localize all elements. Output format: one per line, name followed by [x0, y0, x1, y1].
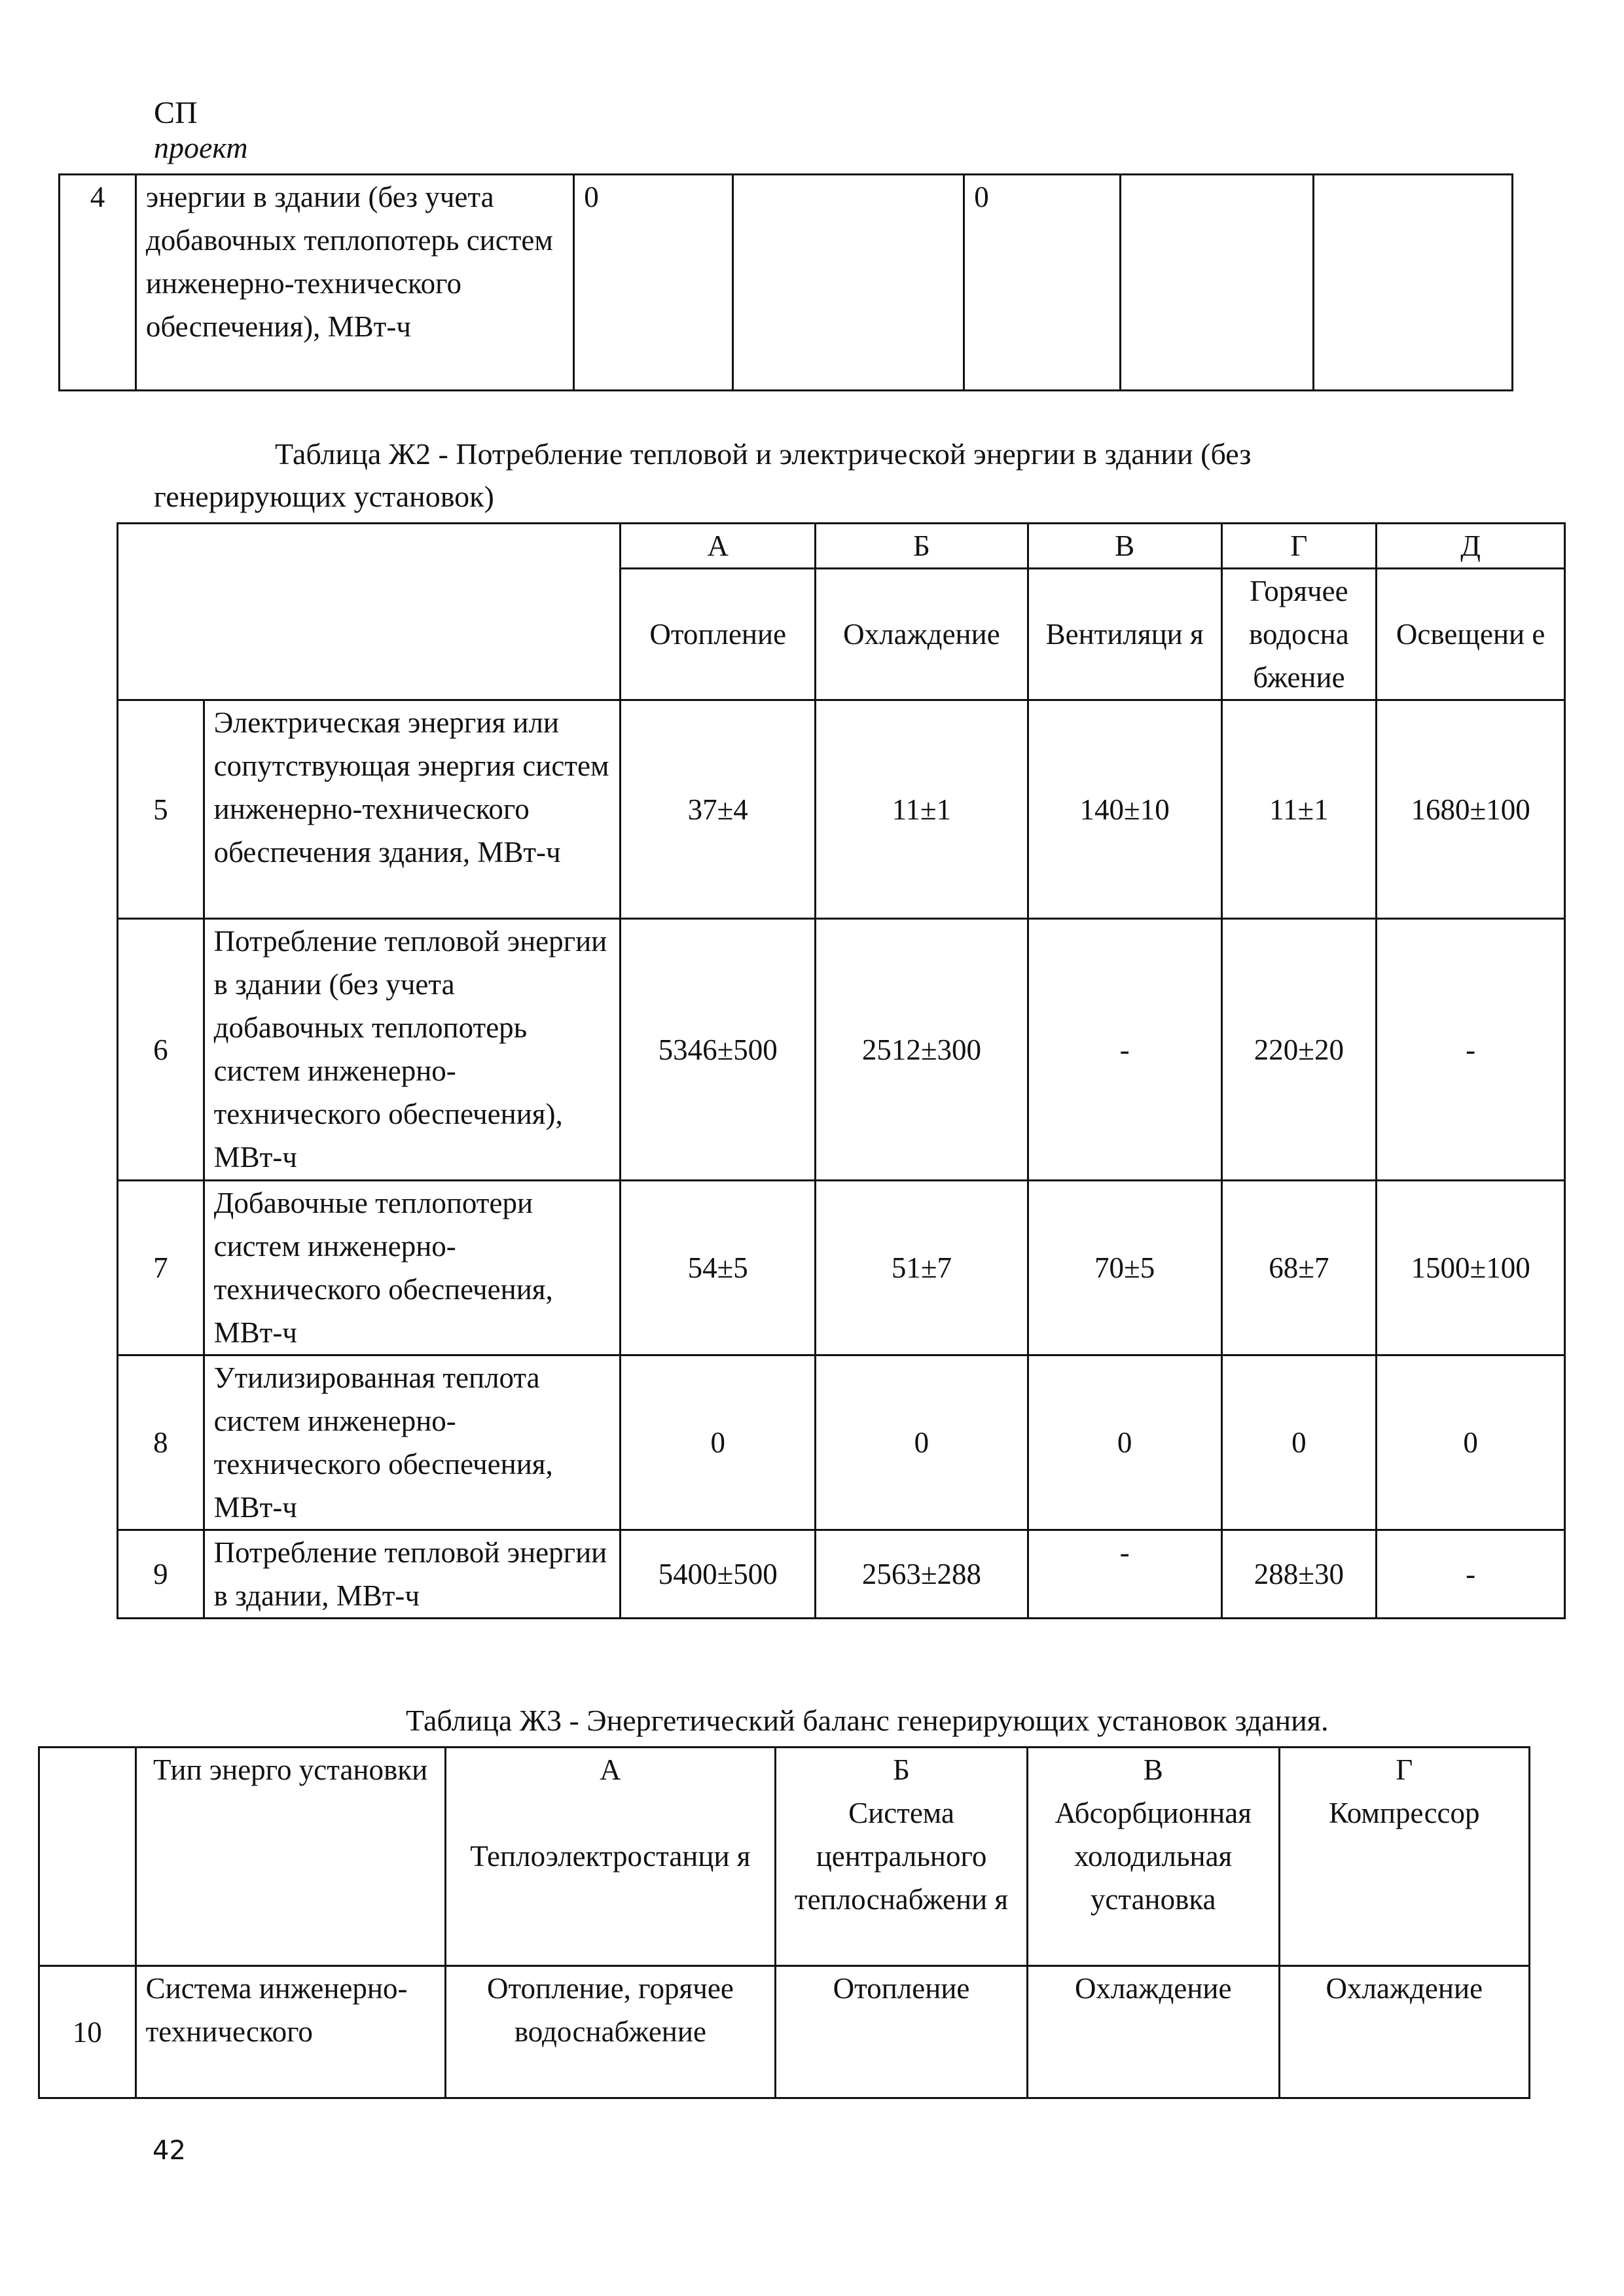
table-header-row: [118, 524, 1565, 569]
cell-value: -: [1377, 919, 1565, 1181]
column-letter: В: [1143, 1753, 1163, 1786]
column-name: Теплоэлектростанци я: [470, 1840, 751, 1873]
column-name: Отопление: [621, 569, 816, 700]
row-description: Утилизированная теплота систем инженерно-технического обеспечения, МВт-ч: [204, 1355, 621, 1530]
cell-value: 1500±100: [1377, 1181, 1565, 1355]
row-number: 7: [118, 1181, 204, 1355]
column-name: Компрессор: [1329, 1797, 1480, 1829]
cell-value: -: [1028, 919, 1221, 1181]
column-name: Охлаждение: [816, 569, 1028, 700]
table2-caption-line1: Таблица Ж2 - Потребление тепловой и электрической энергии в здании (без: [275, 437, 1252, 471]
cell-value: [732, 175, 964, 391]
table-row: [118, 1181, 1565, 1355]
cell-value: Отопление: [776, 1966, 1028, 2098]
table-row: [118, 1530, 1565, 1619]
row-description: Система инженерно-технического: [135, 1966, 445, 2098]
cell-value: 70±5: [1028, 1181, 1221, 1355]
cell-value: 5400±500: [621, 1530, 816, 1619]
row-description: Потребление тепловой энергии в здании, МВт-ч: [204, 1530, 621, 1619]
table-zh3: [38, 1746, 1530, 2099]
cell-value: 11±1: [1221, 700, 1377, 919]
row-number: 5: [118, 700, 204, 919]
column-header: [1279, 1748, 1529, 1966]
cell-value: 0: [1377, 1355, 1565, 1530]
cell-value: 51±7: [816, 1181, 1028, 1355]
table-row: [118, 919, 1565, 1181]
row-number: 6: [118, 919, 204, 1181]
cell-value: Отопление, горячее водоснабжение: [445, 1966, 776, 2098]
table-header-empty: [39, 1748, 136, 1966]
type-label: Тип энерго установки: [135, 1748, 445, 1966]
column-header: [445, 1748, 776, 1966]
cell-value: Охлаждение: [1279, 1966, 1529, 2098]
table-row: [39, 1966, 1530, 2098]
column-letter: Д: [1377, 524, 1565, 569]
row-number: 8: [118, 1355, 204, 1530]
column-letter: А: [621, 524, 816, 569]
cell-value: -: [1028, 1530, 1221, 1619]
column-letter: В: [1028, 524, 1221, 569]
column-name: Горячее водосна бжение: [1221, 569, 1377, 700]
column-letter: Г: [1396, 1753, 1413, 1786]
header-subtitle: проект: [154, 131, 248, 164]
cell-value: [1120, 175, 1314, 391]
row-description: Потребление тепловой энергии в здании (без учета добавочных теплопотерь систем инженерно-технического обеспечения), МВт-ч: [204, 919, 621, 1181]
row-description: Электрическая энергия или сопутствующая энергия систем инженерно-технического обеспечения здания, МВт-ч: [204, 700, 621, 919]
cell-value: Охлаждение: [1027, 1966, 1279, 2098]
table-row: [60, 175, 1513, 391]
header-title: СП: [154, 96, 198, 130]
table-row: [118, 700, 1565, 919]
column-letter: Б: [893, 1753, 910, 1786]
table3-caption: Таблица Ж3 - Энергетический баланс генерирующих установок здания.: [406, 1704, 1329, 1737]
column-header: [776, 1748, 1028, 1966]
column-name: Система центрального теплоснабжени я: [794, 1797, 1009, 1916]
cell-value: 0: [816, 1355, 1028, 1530]
column-header: [1027, 1748, 1279, 1966]
row-number: 9: [118, 1530, 204, 1619]
column-name: Вентиляци я: [1028, 569, 1221, 700]
table-continued: [58, 173, 1513, 391]
cell-value: 0: [621, 1355, 816, 1530]
cell-value: 54±5: [621, 1181, 816, 1355]
cell-value: 288±30: [1221, 1530, 1377, 1619]
table2-caption-line2: генерирующих установок): [154, 480, 494, 513]
column-name: Освещени е: [1377, 569, 1565, 700]
row-description: энергии в здании (без учета добавочных теплопотерь систем инженерно-технического обеспечения), МВт-ч: [135, 175, 573, 391]
cell-value: 140±10: [1028, 700, 1221, 919]
table-header-row: [39, 1748, 1530, 1966]
cell-value: 220±20: [1221, 919, 1377, 1181]
cell-value: [1314, 175, 1513, 391]
table-header-empty: [118, 524, 621, 700]
cell-value: 1680±100: [1377, 700, 1565, 919]
table-row: [118, 1355, 1565, 1530]
row-description: Добавочные теплопотери систем инженерно-технического обеспечения, МВт-ч: [204, 1181, 621, 1355]
cell-value: 37±4: [621, 700, 816, 919]
column-letter: А: [600, 1753, 621, 1786]
cell-value: 0: [964, 175, 1121, 391]
cell-value: 2512±300: [816, 919, 1028, 1181]
cell-value: 2563±288: [816, 1530, 1028, 1619]
cell-value: -: [1377, 1530, 1565, 1619]
row-number: 10: [39, 1966, 136, 2098]
row-number: 4: [60, 175, 136, 391]
cell-value: 11±1: [816, 700, 1028, 919]
column-letter: Г: [1221, 524, 1377, 569]
cell-value: 0: [1028, 1355, 1221, 1530]
cell-value: 0: [1221, 1355, 1377, 1530]
column-name: Абсорбционная холодильная установка: [1055, 1797, 1252, 1916]
column-letter: Б: [816, 524, 1028, 569]
cell-value: 68±7: [1221, 1181, 1377, 1355]
page-number: 42: [153, 2136, 186, 2166]
cell-value: 5346±500: [621, 919, 816, 1181]
cell-value: 0: [574, 175, 733, 391]
table-zh2: [117, 522, 1566, 1619]
